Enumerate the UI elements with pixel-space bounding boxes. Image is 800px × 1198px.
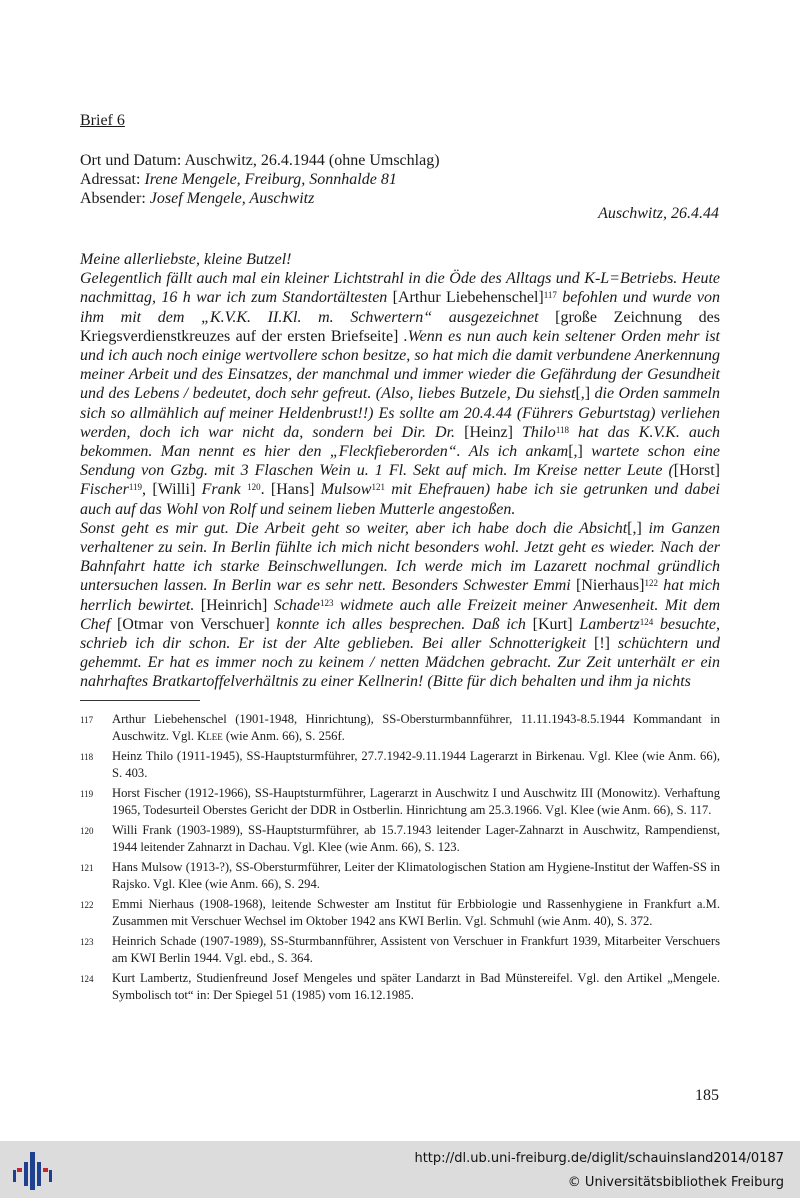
footnote-text	[112, 896, 720, 929]
footnote-item	[80, 970, 720, 1003]
text-run: Gelegentlich fällt auch mal ein kleiner Lichtstrahl in die Öde des Alltags und K-L=Betriebs. Heute nachmittag, 16 h war ich zum Standortältesten	[80, 270, 720, 307]
footnote-number: 119	[80, 789, 94, 799]
footnote-text	[112, 933, 720, 966]
meta-absender-value: Josef Mengele, Auschwitz	[149, 190, 315, 207]
footnote-divider	[80, 700, 200, 701]
text-run: konnte ich alles besprechen. Daß ich	[269, 615, 533, 633]
footnote-text	[112, 785, 720, 818]
text-run: , [Willi]	[142, 481, 202, 499]
footnote-number: 123	[80, 937, 94, 947]
text-run: Lambertz	[572, 615, 640, 633]
footnote-text	[112, 859, 720, 892]
meta-ort-value: Auschwitz, 26.4.1944 (ohne Umschlag)	[184, 152, 440, 169]
copyright-notice: © Universitätsbibliothek Freiburg	[567, 1175, 784, 1190]
text-run: [!]	[594, 635, 610, 653]
footnote-ref: 120	[247, 482, 261, 493]
text-run: . [Hans]	[260, 481, 321, 499]
letter-heading: Brief 6	[80, 112, 125, 129]
footnote-ref: 124	[639, 616, 654, 627]
footnote-text-run: Klee	[197, 728, 223, 743]
footnote-text-run: Hans Mulsow (1913-?), SS-Obersturmführer, Leiter der Klimatologischen Station am Hygiene-Institut der Waffen-SS in Rajsko. Vgl. Klee (wie Anm. 66), S. 294.	[112, 860, 720, 891]
text-run: [Kurt]	[532, 615, 573, 633]
meta-adressat	[80, 170, 440, 189]
footnote-text-run: (wie Anm. 66), S. 256f.	[222, 728, 345, 743]
meta-ort-label: Ort und Datum:	[80, 152, 182, 169]
footnote-item	[80, 822, 720, 855]
footnote-text	[112, 711, 720, 744]
text-run: [Nierhaus]	[576, 577, 645, 595]
text-run: [Heinz]	[464, 423, 513, 441]
footnote-number: 120	[80, 826, 94, 836]
footnote-ref: 119	[128, 482, 143, 493]
letter-dateline: Auschwitz, 26.4.44	[598, 205, 719, 222]
text-run: wartete schon eine Sendung von Gzbg. mit 3 Flaschen Wein u. 1 Fl. Sekt auf mich. Im Kreise netter Leute (	[80, 443, 720, 480]
text-run: Fischer	[80, 481, 129, 499]
meta-ort	[80, 151, 440, 170]
footnote-ref: 121	[371, 482, 385, 493]
page-number: 185	[695, 1087, 719, 1104]
footnote-item	[80, 711, 720, 744]
meta-adressat-value: Irene Mengele, Freiburg, Sonnhalde 81	[144, 171, 397, 188]
text-run: [,]	[575, 385, 591, 403]
footer-bar	[0, 1141, 800, 1198]
text-run: [,]	[627, 519, 642, 537]
footnote-ref: 118	[555, 424, 569, 435]
text-run: im Ganzen verhaltener zu sein. In Berlin fühlte ich mich nicht besonders wohl. Jetzt geht es wieder. Nach der Bahnfahrt hatte ich starke Beinschwellungen. Ich werde mich im Lazarett nochmal gründlich untersuchen lassen. In Berlin war es sehr nett. Besonders Schwester Emmi	[80, 519, 721, 595]
text-run: [Heinrich]	[200, 596, 268, 614]
footnote-item	[80, 933, 720, 966]
footnote-number: 121	[80, 863, 94, 873]
text-run: .Wenn es nun auch kein seltener Orden mehr ist und ich auch noch einige wertvollere schon besitze, so hat mich die damit verbundene Anerkennung meiner Arbeit und des Einsatzes, der manchmal und immer wieder die Gefährdung der Gesundheit und des Lebens / bedeutet, doch sehr gefreut. (Also, liebes Butzele, Du siehst	[80, 327, 720, 403]
meta-absender-label: Absender:	[80, 190, 146, 207]
footnote-number: 124	[80, 974, 94, 984]
footnote-text-run: Heinz Thilo (1911-1945), SS-Hauptsturmführer, 27.7.1942-9.11.1944 Lagerarzt in Birkenau. Vgl. Klee (wie Anm. 66), S. 403.	[112, 749, 720, 780]
footnote-item	[80, 896, 720, 929]
source-url-link[interactable]: http://dl.ub.uni-freiburg.de/diglit/schauinsland2014/0187	[414, 1151, 784, 1166]
text-run: [,]	[568, 443, 583, 461]
footnote-ref: 122	[644, 578, 658, 589]
meta-adressat-label: Adressat:	[80, 171, 141, 188]
text-run: Sonst geht es mir gut. Die Arbeit geht so weiter, aber ich habe doch die Absicht	[80, 519, 628, 537]
meta-absender	[80, 189, 440, 208]
text-run: befohlen und wurde von ihm mit dem „K.V.K. II.Kl. m. Schwertern“ ausgezeichnet	[80, 289, 720, 326]
footnote-text	[112, 970, 720, 1003]
footnote-item	[80, 748, 720, 781]
footnote-item	[80, 859, 720, 892]
text-run: hat mich herrlich bewirtet.	[80, 577, 721, 614]
letter-paragraph-2	[80, 519, 720, 692]
letter-meta	[80, 151, 440, 208]
text-run: hat das K.V.K. auch bekommen. Man nennt es hier den „Fleckfieberorden“. Als ich ankam	[80, 423, 721, 461]
footnote-text	[112, 748, 720, 781]
letter-body	[80, 250, 720, 692]
footnote-number: 117	[80, 715, 94, 725]
footnotes	[80, 711, 720, 1007]
footnote-text-run: Emmi Nierhaus (1908-1968), leitende Schwester am Institut für Erbbiologie und Rassenhygiene in Frankfurt a.M. Zusammen mit Verschuer Wechsel im Oktober 1942 ans KWI Berlin. Vgl. Schmuhl (wie Anm. 40), S. 372.	[112, 897, 720, 928]
footnote-text-run: Willi Frank (1903-1989), SS-Hauptsturmführer, ab 15.7.1943 leitender Lager-Zahnarzt in Auschwitz, Rampendienst, 1944 leitender Zahnarzt in Dachau. Vgl. Klee (wie Anm. 66), S. 123.	[112, 823, 720, 854]
footnote-text-run: Arthur Liebehenschel (1901-1948, Hinrichtung), SS-Obersturmbannführer, 11.11.1943-8.5.1944 Kommandant in Auschwitz. Vgl.	[112, 712, 720, 743]
text-run: mit Ehefrauen) habe ich sie getrunken und dabei auch auf das Wohl von Rolf und seinem lieben Mutterle angestoßen.	[80, 481, 720, 518]
text-run: Frank	[201, 481, 248, 499]
footnote-text	[112, 822, 720, 855]
text-run: [Arthur Liebehenschel]	[392, 289, 544, 307]
footnote-item	[80, 785, 720, 818]
footnote-text-run: Horst Fischer (1912-1966), SS-Hauptsturmführer, Lagerarzt in Auschwitz I und Auschwitz III (Monowitz). Verhaftung 1965, Todesurteil Oberstes Gericht der DDR in Ostberlin. Hinrichtung am 25.3.1966. Vgl. Klee (wie Anm. 66), S. 117.	[112, 786, 720, 817]
text-run: schüchtern und gehemmt. Er hat es immer noch zu keinem / netten Mädchen gebracht. Zur Zeit unterhält er ein nahrhaftes Bratkartoffelverhältnis zu einer Kellnerin! (Bitte für dich behalten und ihm ja nichts	[80, 635, 720, 691]
ub-freiburg-logo-icon	[13, 1148, 53, 1192]
footnote-number: 122	[80, 900, 94, 910]
footnote-number: 118	[80, 752, 94, 762]
text-run: besuchte, schrieb ich dir schon. Er ist der Alte geblieben. Bei aller Schnotterigkeit	[80, 615, 721, 653]
text-run: die Orden sammeln sich so allmählich auf meiner Heldenbrust!!) Es sollte am 20.4.44 (Führers Geburtstag) verliehen werden, doch ich war nicht da, sondern bei Dir. Dr.	[80, 385, 720, 441]
letter-greeting: Meine allerliebste, kleine Butzel!	[80, 251, 292, 268]
text-run: Thilo	[512, 423, 556, 441]
footnote-ref: 123	[319, 597, 334, 608]
text-run: [Otmar von Verschuer]	[116, 615, 270, 633]
text-run: [Horst]	[673, 462, 720, 480]
text-run: widmete auch alle Freizeit meiner Anwesenheit. Mit dem Chef	[80, 596, 721, 633]
footnote-text-run: Kurt Lambertz, Studienfreund Josef Mengeles und später Landarzt in Bad Münstereifel. Vgl. den Artikel „Mengele. Symbolisch tot“ in: Der Spiegel 51 (1985) vom 16.12.1985.	[112, 971, 720, 1002]
footnote-ref: 117	[543, 290, 557, 301]
footnote-text-run: Heinrich Schade (1907-1989), SS-Sturmbannführer, Assistent von Verschuer in Frankfurt 1939, Mitarbeiter Verschuers am KWI Berlin 1944. Vgl. ebd., S. 364.	[112, 934, 720, 965]
text-run: Schade	[267, 596, 320, 614]
text-run: Mulsow	[320, 481, 372, 499]
text-run: [große Zeichnung des Kriegsverdienstkreuzes auf der ersten Briefseite]	[80, 308, 720, 345]
letter-paragraph-1	[80, 269, 720, 519]
